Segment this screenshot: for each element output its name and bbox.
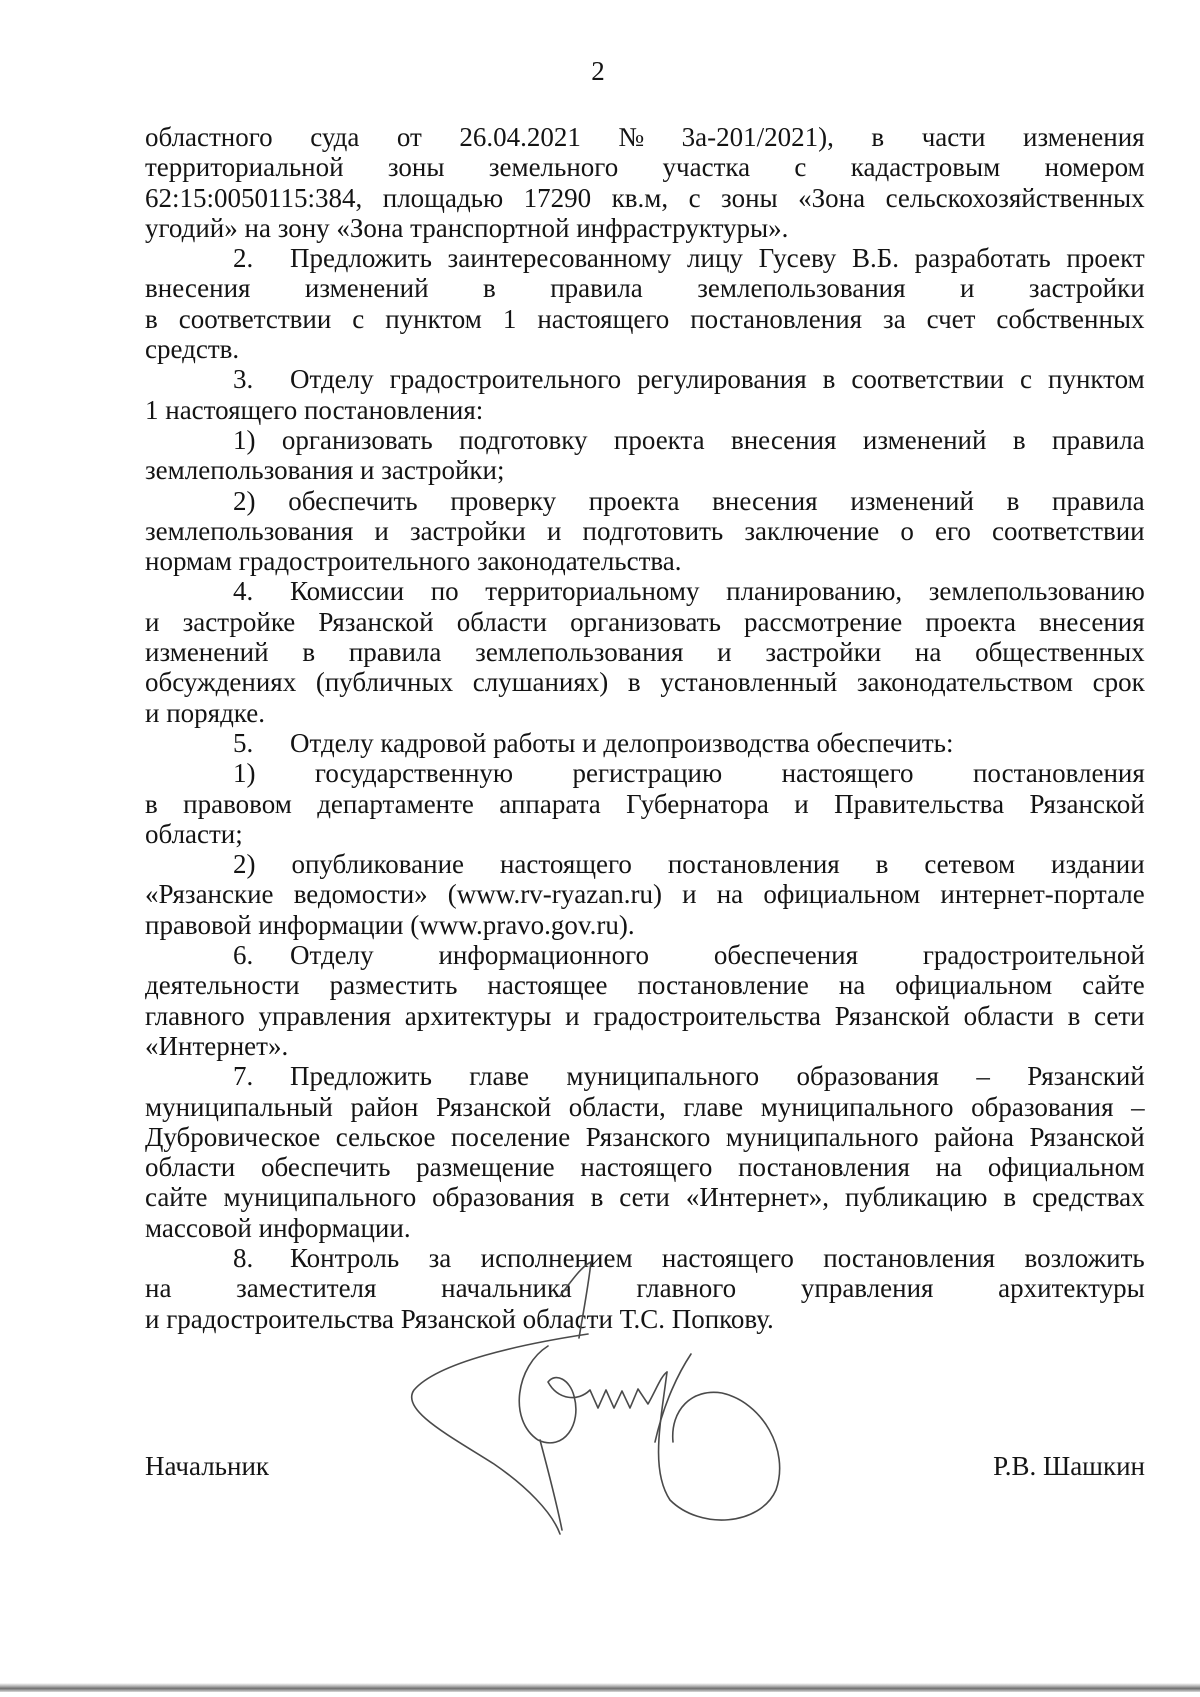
line-text: в соответствии с пунктом 1 настоящего постановления за счет собственных bbox=[145, 303, 1145, 334]
line-text: Отделу градостроительного регулирования в соответствии с пунктом bbox=[290, 364, 1145, 395]
line-text: 2) обеспечить проверку проекта внесения изменений в правила bbox=[233, 485, 1145, 516]
line-text: территориальной зоны земельного участка с кадастровым номером bbox=[145, 152, 1145, 183]
item-number: 2. bbox=[233, 243, 254, 274]
text-line bbox=[145, 667, 1145, 697]
line-text: и градостроительства Рязанской области Т.С. Попкову. bbox=[145, 1303, 774, 1334]
line-text: главного управления архитектуры и градостроительства Рязанской области в сети bbox=[145, 1000, 1145, 1031]
text-line bbox=[145, 607, 1145, 637]
text-line bbox=[145, 455, 1145, 485]
line-text: 2) опубликование настоящего постановления в сетевом издании bbox=[233, 849, 1145, 880]
text-line bbox=[145, 546, 1145, 576]
line-text: деятельности разместить настоящее постановление на официальном сайте bbox=[145, 970, 1145, 1001]
line-text: «Интернет». bbox=[145, 1030, 289, 1061]
text-line bbox=[145, 213, 1145, 243]
text-line bbox=[145, 1001, 1145, 1031]
text-line bbox=[145, 516, 1145, 546]
line-text: 1) организовать подготовку проекта внесения изменений в правила bbox=[233, 424, 1145, 455]
line-text: муниципальный район Рязанской области, главе муниципального образования – bbox=[145, 1091, 1145, 1122]
text-line bbox=[145, 849, 1145, 879]
item-number: 7. bbox=[233, 1061, 254, 1092]
line-text: области обеспечить размещение настоящего постановления на официальном bbox=[145, 1152, 1145, 1183]
line-text: обсуждениях (публичных слушаниях) в установленный законодательством срок bbox=[145, 667, 1145, 698]
text-line bbox=[145, 395, 1145, 425]
line-text: нормам градостроительного законодательства. bbox=[145, 546, 682, 577]
text-line bbox=[145, 637, 1145, 667]
line-text: 1 настоящего постановления: bbox=[145, 394, 484, 425]
text-line bbox=[145, 819, 1145, 849]
line-text: массовой информации. bbox=[145, 1212, 411, 1243]
item-number: 3. bbox=[233, 364, 254, 395]
line-text: сайте муниципального образования в сети «Интернет», публикацию в средствах bbox=[145, 1182, 1145, 1213]
text-line bbox=[145, 576, 1145, 606]
line-text: внесения изменений в правила землепользования и застройки bbox=[145, 273, 1145, 304]
text-line bbox=[145, 879, 1145, 909]
text-line bbox=[145, 1122, 1145, 1152]
line-text: Предложить заинтересованному лицу Гусеву В.Б. разработать проект bbox=[290, 243, 1145, 274]
text-line bbox=[145, 425, 1145, 455]
line-text: области; bbox=[145, 818, 243, 849]
document-body bbox=[145, 122, 1145, 1334]
text-line bbox=[145, 152, 1145, 182]
text-line bbox=[145, 243, 1145, 273]
text-line bbox=[145, 758, 1145, 788]
page-number: 2 bbox=[591, 56, 605, 86]
line-text: Комиссии по территориальному планированию, землепользованию bbox=[290, 576, 1145, 607]
text-line bbox=[145, 1243, 1145, 1273]
signer-name: Р.В. Шашкин bbox=[993, 1451, 1145, 1481]
text-line bbox=[145, 273, 1145, 303]
text-line bbox=[145, 334, 1145, 364]
line-text: «Рязанские ведомости» (www.rv-ryazan.ru) и на официальном интернет-портале bbox=[145, 879, 1145, 910]
signer-position: Начальник bbox=[145, 1451, 270, 1481]
text-line bbox=[145, 1213, 1145, 1243]
text-line bbox=[145, 728, 1145, 758]
text-line bbox=[145, 486, 1145, 516]
line-text: Отделу информационного обеспечения градостроительной bbox=[290, 940, 1145, 971]
line-text: 1) государственную регистрацию настоящего постановления bbox=[233, 758, 1145, 789]
text-line bbox=[145, 364, 1145, 394]
line-text: Отделу кадровой работы и делопроизводства обеспечить: bbox=[290, 727, 954, 758]
item-number: 4. bbox=[233, 576, 254, 607]
item-number: 8. bbox=[233, 1242, 254, 1273]
line-text: Предложить главе муниципального образования – Рязанский bbox=[290, 1061, 1145, 1092]
line-text: Контроль за исполнением настоящего постановления возложить bbox=[290, 1242, 1145, 1273]
line-text: изменений в правила землепользования и застройки на общественных bbox=[145, 637, 1145, 668]
line-text: и порядке. bbox=[145, 697, 265, 728]
line-text: землепользования и застройки; bbox=[145, 455, 505, 486]
text-line bbox=[145, 789, 1145, 819]
text-line bbox=[145, 1061, 1145, 1091]
line-text: средств. bbox=[145, 334, 240, 365]
text-line bbox=[145, 1273, 1145, 1303]
text-line bbox=[145, 698, 1145, 728]
text-line bbox=[145, 1304, 1145, 1334]
line-text: правовой информации (www.pravo.gov.ru). bbox=[145, 909, 635, 940]
line-text: областного суда от 26.04.2021 № 3а-201/2021), в части изменения bbox=[145, 122, 1145, 152]
text-line bbox=[145, 1031, 1145, 1061]
scan-edge bbox=[0, 1683, 1200, 1692]
item-number: 5. bbox=[233, 727, 254, 758]
text-line bbox=[145, 1182, 1145, 1212]
text-line bbox=[145, 1092, 1145, 1122]
text-line bbox=[145, 940, 1145, 970]
line-text: 62:15:0050115:384, площадью 17290 кв.м, с зоны «Зона сельскохозяйственных bbox=[145, 182, 1145, 213]
text-line bbox=[145, 970, 1145, 1000]
text-line bbox=[145, 910, 1145, 940]
line-text: на заместителя начальника главного управления архитектуры bbox=[145, 1273, 1145, 1304]
line-text: и застройке Рязанской области организовать рассмотрение проекта внесения bbox=[145, 606, 1145, 637]
text-line bbox=[145, 1152, 1145, 1182]
text-line bbox=[145, 304, 1145, 334]
text-line bbox=[145, 183, 1145, 213]
line-text: угодий» на зону «Зона транспортной инфраструктуры». bbox=[145, 212, 789, 243]
text-line bbox=[145, 122, 1145, 152]
line-text: в правовом департаменте аппарата Губернатора и Правительства Рязанской bbox=[145, 788, 1145, 819]
item-number: 6. bbox=[233, 940, 254, 971]
line-text: землепользования и застройки и подготовить заключение о его соответствии bbox=[145, 515, 1145, 546]
line-text: Дубровическое сельское поселение Рязанского муниципального района Рязанской bbox=[145, 1121, 1145, 1152]
